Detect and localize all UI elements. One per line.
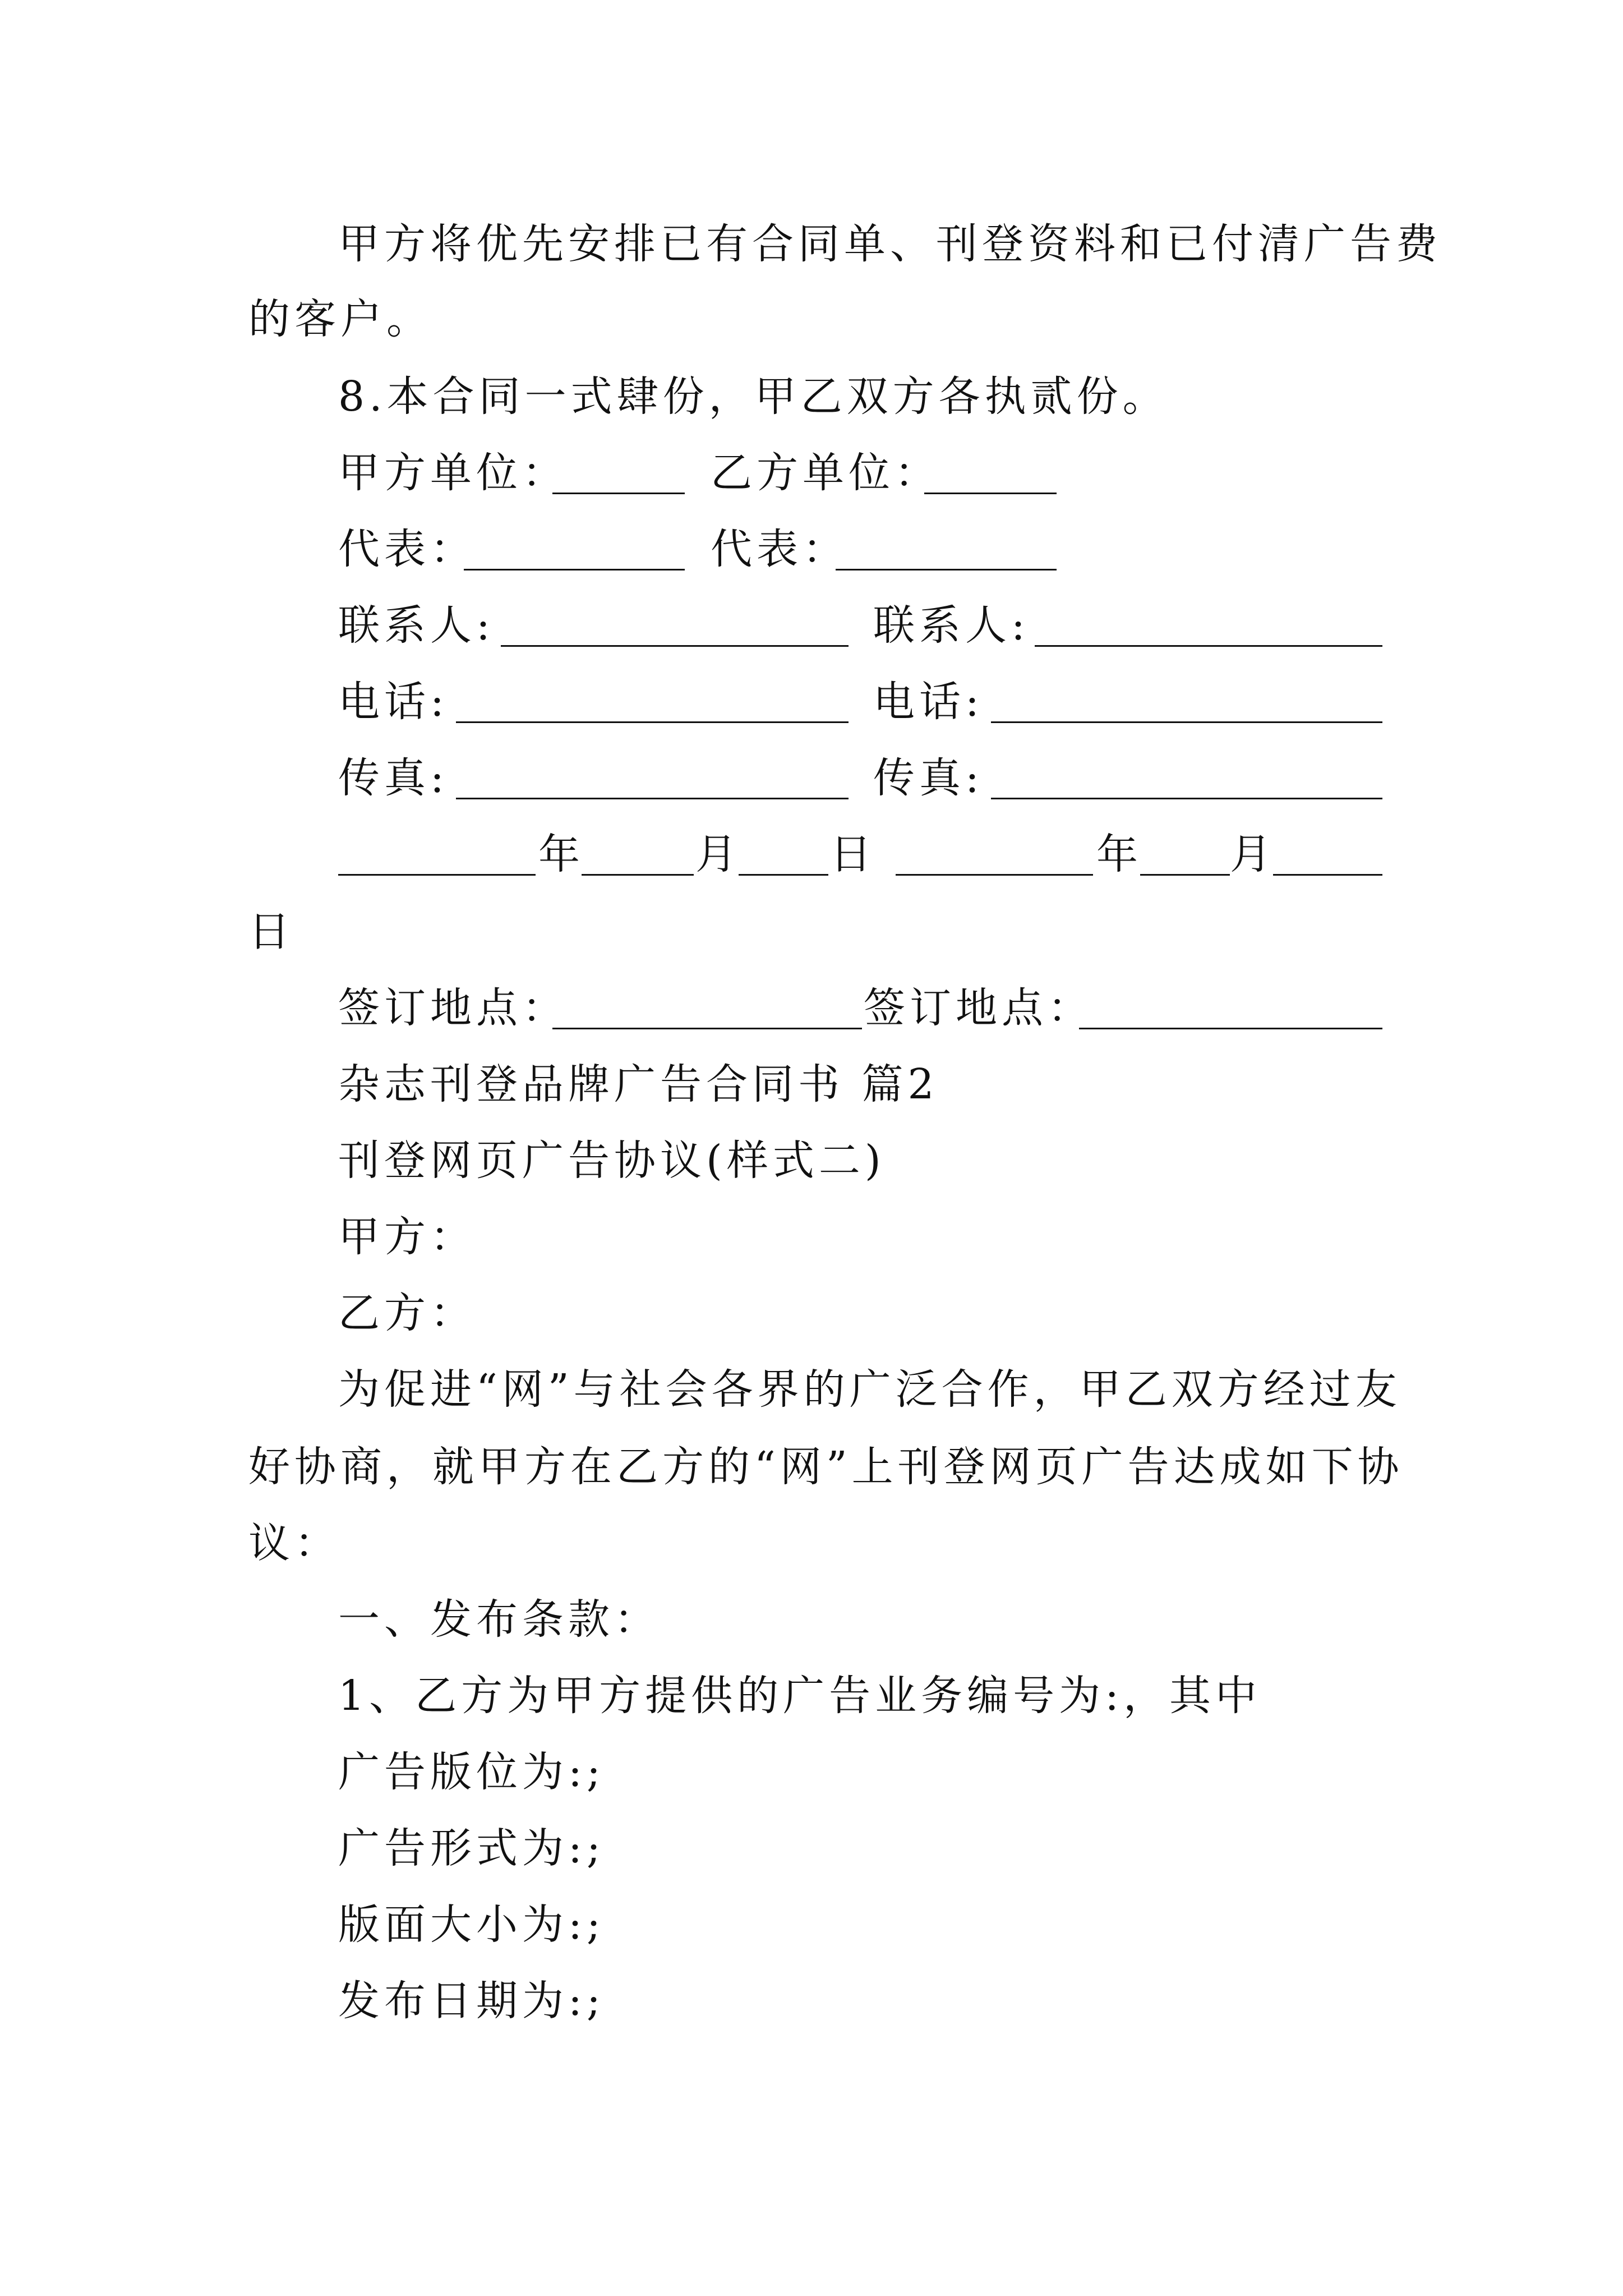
party-a-unit-label: 甲方单位： [338,449,568,497]
date-a-year-blank [338,874,536,876]
fax-b-blank [991,798,1382,799]
rep-a-blank [464,569,685,570]
date-a-month-label: 月 [695,830,741,878]
fax-a-blank [456,798,849,799]
date-b-month-label: 月 [1230,830,1276,878]
party-b-line: 乙方： [338,1289,476,1337]
clause-line: 1、乙方为甲方提供的广告业务编号为:，其中 [338,1672,1262,1720]
date-a-month-blank [582,874,694,876]
clause-line: 广告形式为:; [338,1824,605,1872]
paragraph-line: 8.本合同一式肆份，甲乙双方各执贰份。 [338,372,1169,421]
intro-line: 好协商，就甲方在乙方的“网”上刊登网页广告达成如下协 [248,1443,1404,1491]
party-a-unit-blank [552,493,685,494]
rep-a-label: 代表： [338,525,476,573]
party-b-unit-label: 乙方单位： [711,449,940,497]
agreement-title: 刊登网页广告协议(样式二) [338,1137,886,1185]
clause-line: 发布日期为:; [338,1977,605,2025]
date-a-day-blank [739,874,828,876]
section-heading: 杂志刊登品牌广告合同书 篇2 [338,1060,939,1108]
contact-a-blank [501,645,849,647]
fax-a-label: 传真: [338,754,449,802]
rep-b-label: 代表： [711,525,849,573]
intro-line: 议： [248,1519,340,1567]
paragraph-line: 的客户。 [248,295,432,343]
phone-b-blank [991,721,1382,723]
clause-heading: 一、发布条款： [338,1595,660,1644]
place-a-blank [552,1028,862,1029]
party-a-line: 甲方： [338,1213,476,1261]
date-b-month-blank [1140,874,1230,876]
paragraph-line: 甲方将优先安排已有合同单、刊登资料和已付清广告费 [338,220,1442,268]
intro-line: 为促进“网”与社会各界的广泛合作，甲乙双方经过友 [338,1365,1401,1414]
date-a-year-label: 年 [538,830,584,878]
date-b-day-label: 日 [248,908,294,956]
date-b-year-blank [896,874,1093,876]
fax-b-label: 传真: [873,754,984,802]
place-b-label: 签订地点： [864,984,1094,1032]
phone-b-label: 电话: [873,678,984,726]
date-b-year-label: 年 [1096,830,1142,878]
clause-line: 版面大小为:; [338,1901,605,1949]
contact-b-blank [1035,645,1382,647]
place-a-label: 签订地点： [338,984,568,1032]
contact-b-label: 联系人: [873,601,1030,650]
clause-line: 广告版位为:; [338,1748,605,1796]
phone-a-label: 电话: [338,678,449,726]
contact-a-label: 联系人: [338,601,495,650]
phone-a-blank [456,721,849,723]
rep-b-blank [836,569,1057,570]
date-b-day-blank [1273,874,1382,876]
party-b-unit-blank [924,493,1057,494]
place-b-blank [1079,1028,1382,1029]
date-a-day-label: 日 [830,830,876,878]
